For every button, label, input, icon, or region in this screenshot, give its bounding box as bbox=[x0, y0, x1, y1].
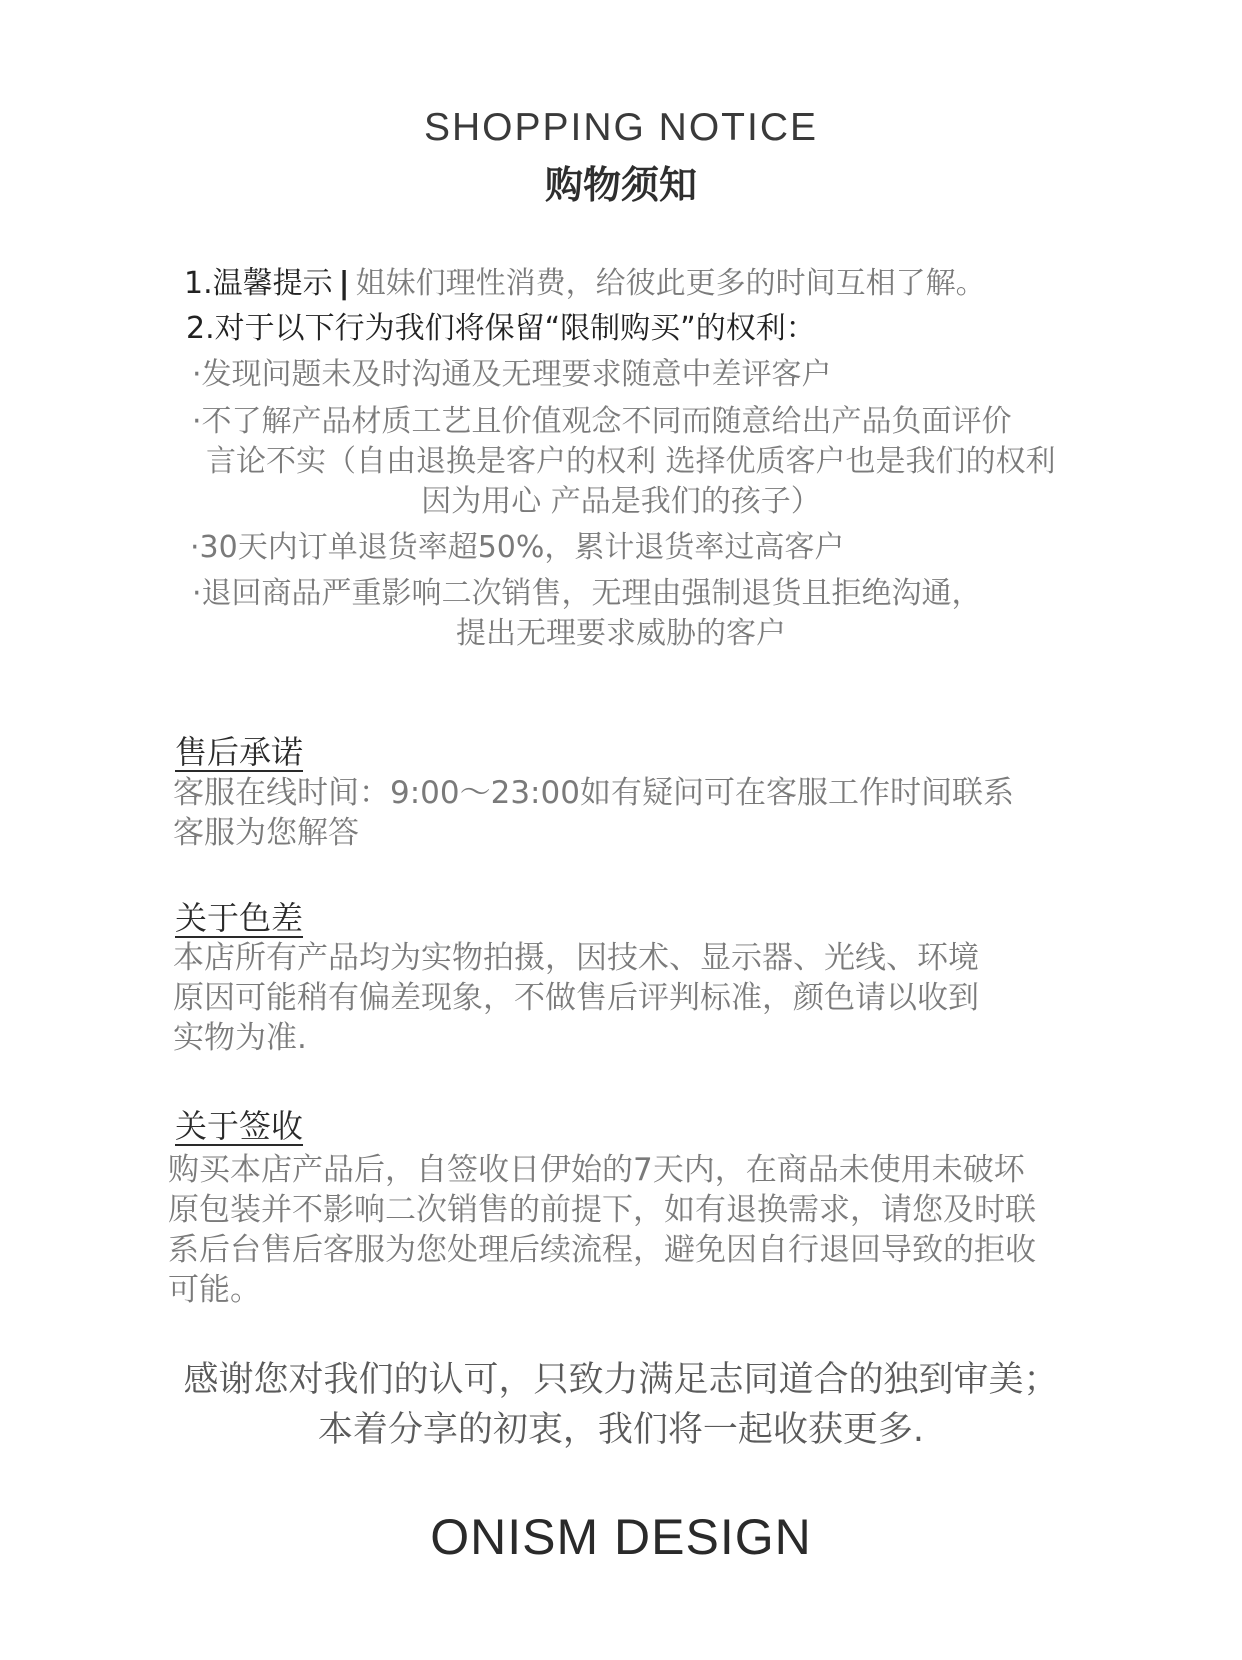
receipt-line-1: 购买本店产品后，自签收日伊始的7天内，在商品未使用未破坏 bbox=[168, 1152, 1025, 1188]
after-sales-line-1: 客服在线时间：9:00～23:00如有疑问可在客服工作时间联系 bbox=[173, 775, 1014, 811]
receipt-line-4: 可能。 bbox=[168, 1272, 261, 1308]
notice-bullet-1: ·发现问题未及时沟通及无理要求随意中差评客户 bbox=[192, 357, 832, 392]
notice-line-1 bbox=[184, 264, 986, 304]
tip-label: 1.温馨提示 bbox=[184, 266, 333, 301]
notice-bullet-3: ·30天内订单退货率超50%，累计退货率过高客户 bbox=[190, 530, 845, 565]
thanks-line-2: 本着分享的初衷，我们将一起收获更多. bbox=[317, 1410, 925, 1450]
brand-name: ONISM DESIGN bbox=[430, 1509, 812, 1565]
notice-bullet-4-line-2: 提出无理要求威胁的客户 bbox=[456, 616, 786, 651]
tip-separator: | bbox=[338, 266, 350, 301]
tip-text: 姐妹们理性消费，给彼此更多的时间互相了解。 bbox=[355, 266, 986, 301]
after-sales-title: 售后承诺 bbox=[175, 733, 304, 771]
notice-bullet-2-line-2: 言论不实（自由退换是客户的权利 选择优质客户也是我们的权利 bbox=[206, 444, 1056, 479]
notice-bullet-2-line-1: ·不了解产品材质工艺且价值观念不同而随意给出产品负面评价 bbox=[192, 404, 1012, 439]
page-title-en: SHOPPING NOTICE bbox=[423, 106, 819, 149]
receipt-line-3: 系后台售后客服为您处理后续流程，避免因自行退回导致的拒收 bbox=[168, 1232, 1036, 1268]
after-sales-line-2: 客服为您解答 bbox=[173, 815, 359, 851]
notice-line-2: 2.对于以下行为我们将保留“限制购买”的权利： bbox=[186, 311, 816, 346]
notice-bullet-2-line-3: 因为用心 产品是我们的孩子） bbox=[421, 484, 821, 519]
color-diff-line-2: 原因可能稍有偏差现象，不做售后评判标准，颜色请以收到 bbox=[173, 980, 979, 1016]
page-title-cn: 购物须知 bbox=[544, 163, 697, 207]
notice-bullet-4-line-1: ·退回商品严重影响二次销售，无理由强制退货且拒绝沟通， bbox=[192, 576, 982, 611]
thanks-line-1: 感谢您对我们的认可，只致力满足志同道合的独到审美； bbox=[183, 1360, 1059, 1400]
color-diff-title: 关于色差 bbox=[175, 899, 304, 937]
color-diff-line-3: 实物为准. bbox=[173, 1020, 307, 1056]
receipt-line-2: 原包装并不影响二次销售的前提下，如有退换需求，请您及时联 bbox=[168, 1192, 1036, 1228]
color-diff-line-1: 本店所有产品均为实物拍摄，因技术、显示器、光线、环境 bbox=[173, 940, 979, 976]
receipt-title: 关于签收 bbox=[175, 1107, 304, 1145]
